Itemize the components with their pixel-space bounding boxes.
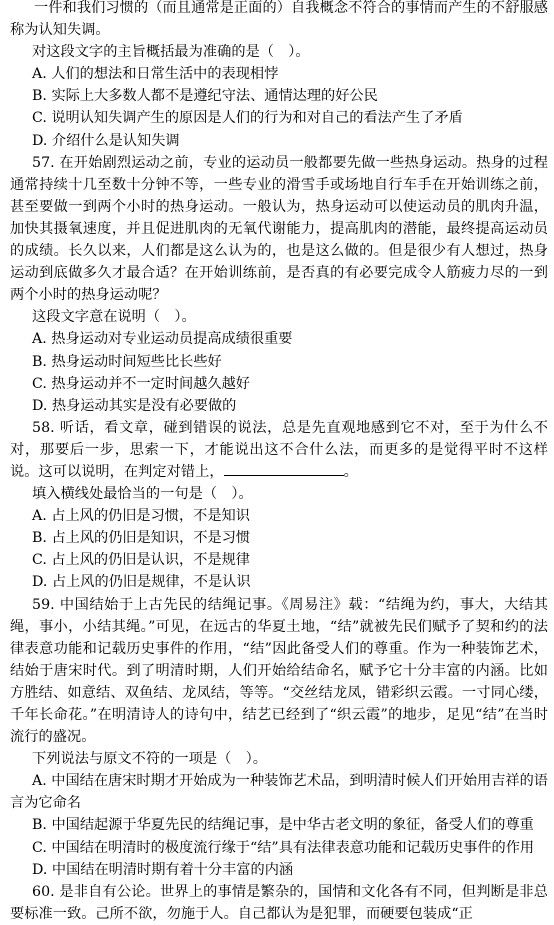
q56-option-b: B. 实际上大多数人都不是遵纪守法、通情达理的好公民 bbox=[32, 88, 378, 105]
q58-passage-end: 。 bbox=[343, 463, 358, 480]
q57-option-a: A. 热身运动对专业运动员提高成绩很重要 bbox=[32, 331, 293, 348]
q56-option-d: D. 介绍什么是认知失调 bbox=[32, 132, 180, 149]
q59-option-b: B. 中国结起源于华夏先民的结绳记事，是中华古老文明的象征，备受人们的尊重 bbox=[32, 817, 534, 834]
q58-passage bbox=[0, 417, 554, 483]
q58-option-b: B. 占上风的仍旧是知识，不是习惯 bbox=[32, 530, 251, 547]
q59-passage: 59. 中国结始于上古先民的结绳记事。《周易注》载：“结绳为约，事大，大结其绳，事小，小结其绳。”可见，在远古的华夏土地，“结”就被先民们赋予了契和约的法律表意功能和记载历史事件的作用，“结”因此备受人们的尊重。作为一种装饰艺术，结始于唐宋时代。到了明清时期，人们开始给结命名，赋予它十分丰富的内涵。比如方胜结、如意结、双鱼结、龙凤结，等等。“交丝结龙凤，错彩织云霞。一寸同心缕，千年长命花。”在明清诗人的诗句中，结艺已经到了“织云霞”的地步，足见“结”在当时流行的盛况。 bbox=[10, 596, 548, 746]
q58-option-c: C. 占上风的仍旧是认识，不是规律 bbox=[32, 552, 250, 569]
q58-option-a: A. 占上风的仍旧是习惯，不是知识 bbox=[32, 508, 250, 525]
q56-option-c: C. 说明认知失调产生的原因是人们的行为和对自己的看法产生了矛盾 bbox=[32, 110, 463, 127]
q58-passage-text: 58. 听话，看文章，碰到错误的说法，总是先直观地感到它不对，至于为什么不对，那要后一步，思索一下，才能说出这不合什么法，而更多的是觉得平时不这样说。这可以说明，在判定对错上， bbox=[10, 419, 548, 480]
q57-stem: 这段文字意在说明（ ）。 bbox=[32, 309, 196, 326]
q59-option-d: D. 中国结在明清时期有着十分丰富的内涵 bbox=[32, 861, 294, 878]
q59-option-c: C. 中国结在明清时的极度流行缘于“结”具有法律表意功能和记载历史事件的作用 bbox=[32, 839, 535, 856]
q58-option-d: D. 占上风的仍旧是规律，不是认识 bbox=[32, 574, 251, 591]
q56-stem: 对这段文字的主旨概括最为准确的是（ ）。 bbox=[32, 44, 310, 61]
q59-stem: 下列说法与原文不符的一项是（ ）。 bbox=[32, 751, 267, 768]
q57-option-b: B. 热身运动时间短些比长些好 bbox=[32, 353, 222, 370]
fill-in-blank bbox=[224, 463, 344, 476]
q56-option-a: A. 人们的想法和日常生活中的表现相悖 bbox=[32, 66, 279, 83]
q57-option-d: D. 热身运动其实是没有必要做的 bbox=[32, 397, 237, 414]
q59-option-a: A. 中国结在唐宋时期才开始成为一种装饰艺术品，到明清时候人们开始用吉祥的语言为它命名 bbox=[10, 773, 548, 812]
q60-passage: 60. 是非自有公论。世界上的事情是繁杂的，国情和文化各有不同，但判断是非总要标准一致。己所不欲，勿施于人。自己都认为是犯罪，而硬要包装成“正 bbox=[10, 883, 548, 922]
q56-passage-tail: 一件和我们习惯的（而且通常是正面的）自我概念不符合的事情而产生的不舒服感称为认知失调。 bbox=[10, 0, 548, 39]
q57-option-c: C. 热身运动并不一定时间越久越好 bbox=[32, 375, 250, 392]
q58-stem: 填入横线处最恰当的一句是（ ）。 bbox=[32, 486, 253, 503]
q57-passage: 57. 在开始剧烈运动之前，专业的运动员一般都要先做一些热身运动。热身的过程通常持续十几至数十分钟不等，一些专业的滑雪手或场地自行车手在开始训练之前，甚至要做一到两个小时的热身运动。一般认为，热身运动可以使运动员的肌肉升温，加快其摄氧速度，并且促进肌肉的无氧代谢能力，提高肌肉的潜能，最终提高运动员的成绩。长久以来，人们都是这么认为的，也是这么做的。但是很少有人想过，热身运动到底做多久才最合适？在开始训练前，是否真的有必要完成令人筋疲力尽的一到两个小时的热身运动呢？ bbox=[10, 154, 548, 304]
